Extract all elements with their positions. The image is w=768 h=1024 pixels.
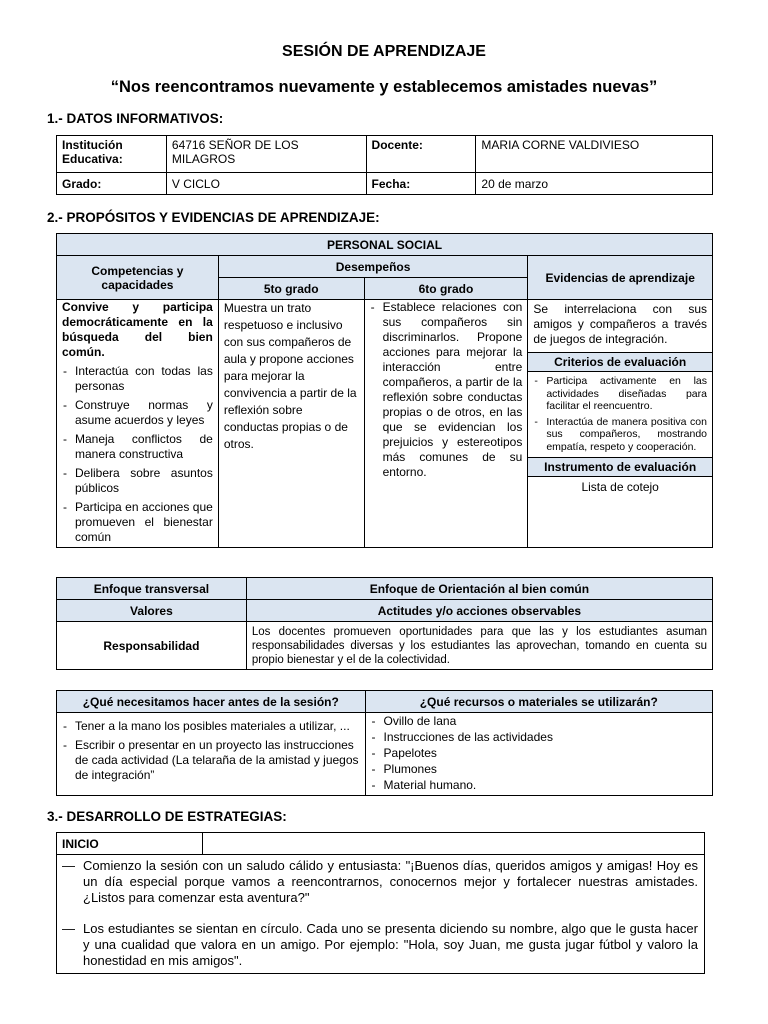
propositos-table: [56, 233, 713, 548]
list-item: - Construye normas y asume acuerdos y leyes: [62, 398, 213, 428]
list-item: - Delibera sobre asuntos públicos: [62, 466, 213, 496]
emdash-bullet: —: [62, 858, 75, 873]
list-item: - Participa en acciones que promueven el bienestar común: [62, 500, 213, 545]
desempeno-6to-text: - Establece relaciones con sus compañeros sin discriminarlos. Propone acciones para mejorar la interacción entre compañeros, a partir de la reflexión sobre conductas propias o de otros, en las que se evidencian los prejuicios y estereotipos más comunes de su entorno.: [370, 300, 523, 480]
grade-6-header: 6to grado: [364, 278, 528, 300]
competencia-text: Convive y participa democráticamente en la búsqueda del bien común.: [62, 300, 213, 359]
criterios-header: Criterios de evaluación: [528, 352, 712, 372]
actitud-cell: Los docentes promueven oportunidades para que las y los estudiantes asuman responsabilidades diversas y los estudiantes las aprovechan, tomando en cuenta su propio bienestar y el de la colectividad.: [246, 622, 712, 670]
paragraph-text: Comienzo la sesión con un saludo cálido y entusiasta: "¡Buenos días, queridos amigos y amigas! Hoy es un día especial porque vamos a reencontrarnos, conocernos mejor y fortalecer nuestras amistades. ¿Listos para comenzar esta aventura?": [83, 858, 698, 905]
document-subtitle: “Nos reencontramos nuevamente y establecemos amistades nuevas”: [110, 78, 658, 96]
enfoque-table: [56, 577, 713, 670]
competencias-cell: [57, 300, 219, 548]
area-header: PERSONAL SOCIAL: [57, 234, 713, 256]
antes-cell: [57, 713, 366, 796]
list-item: - Papelotes: [371, 745, 707, 761]
evidencias-header: Evidencias de aprendizaje: [528, 256, 713, 300]
fecha-label: Fecha:: [366, 173, 476, 195]
paragraph-text: Los estudiantes se sientan en círculo. Cada uno se presenta diciendo su nombre, algo que le gusta hacer y una cualidad que valora en un amigo. Por ejemplo: "Hola, soy Juan, me gusta jugar fútbol y valoro la honestidad en mis amigos".: [83, 921, 698, 968]
datos-informativos-table: [56, 135, 713, 195]
preparacion-table: [56, 690, 713, 796]
list-item: - Maneja conflictos de manera constructiva: [62, 432, 213, 462]
docente-value: MARIA CORNE VALDIVIESO: [476, 136, 713, 173]
competencias-header: Competencias y capacidades: [57, 256, 219, 300]
section-3-heading: 3.- DESARROLLO DE ESTRATEGIAS:: [47, 809, 287, 824]
list-item: - Material humano.: [371, 777, 707, 793]
docente-label: Docente:: [366, 136, 476, 173]
list-item: - Tener a la mano los posibles materiales a utilizar, ...: [62, 719, 360, 734]
instrumento-header: Instrumento de evaluación: [528, 457, 712, 477]
desempeno-5to-text: Muestra un trato respetuoso e inclusivo con sus compañeros de aula y propone acciones para mejorar la convivencia a partir de la reflexión sobre conductas propias o de otros.: [223, 301, 357, 451]
desempeno-5to-cell: [218, 300, 364, 548]
desarrollo-table: [56, 832, 705, 974]
enfoque-orientacion-header: Enfoque de Orientación al bien común: [246, 578, 712, 600]
document-title: SESIÓN DE APRENDIZAJE: [282, 43, 486, 60]
list-item: - Ovillo de lana: [371, 713, 707, 729]
inicio-paragraph-1: [57, 858, 698, 906]
section-2-heading: 2.- PROPÓSITOS Y EVIDENCIAS DE APRENDIZAJE:: [47, 210, 380, 225]
evidencias-cell: [528, 300, 713, 548]
list-item: - Participa activamente en las actividades diseñadas para facilitar el reencuentro.: [533, 375, 707, 413]
capacidades-list: [62, 364, 213, 545]
grado-label: Grado:: [57, 173, 167, 195]
grade-5-header: 5to grado: [218, 278, 364, 300]
valores-header: Valores: [57, 600, 247, 622]
recursos-header: ¿Qué recursos o materiales se utilizarán?: [365, 691, 712, 713]
desempenos-header: Desempeños: [218, 256, 528, 278]
inst-value: 64716 SEÑOR DE LOS MILAGROS: [166, 136, 366, 173]
inicio-label: INICIO: [57, 833, 203, 855]
actitudes-header: Actitudes y/o acciones observables: [246, 600, 712, 622]
list-item: - Interactúa con todas las personas: [62, 364, 213, 394]
criterios-list: [528, 372, 712, 457]
list-item: - Interactúa de manera positiva con sus compañeros, mostrando empatía, respeto y cooperación.: [533, 416, 707, 454]
inicio-content: [57, 855, 705, 974]
section-1-heading: 1.- DATOS INFORMATIVOS:: [47, 111, 224, 126]
instrumento-value: Lista de cotejo: [581, 480, 659, 494]
evidencia-text: Se interrelaciona con sus amigos y compañeros a través de juegos de integración.: [533, 302, 707, 346]
list-item: - Instrucciones de las actividades: [371, 729, 707, 745]
enfoque-transversal-header: Enfoque transversal: [57, 578, 247, 600]
grado-value: V CICLO: [166, 173, 366, 195]
inicio-blank-cell: [202, 833, 704, 855]
valor-cell: Responsabilidad: [57, 622, 247, 670]
inst-label: Institución Educativa:: [57, 136, 167, 173]
antes-header: ¿Qué necesitamos hacer antes de la sesión?: [57, 691, 366, 713]
list-item: - Escribir o presentar en un proyecto las instrucciones de cada actividad (La telaraña de la amistad y juegos de integración”: [62, 738, 360, 783]
list-item: - Plumones: [371, 761, 707, 777]
recursos-cell: [365, 713, 712, 796]
emdash-bullet: —: [62, 921, 75, 936]
inicio-paragraph-2: [57, 921, 698, 969]
fecha-value: 20 de marzo: [476, 173, 713, 195]
desempeno-6to-cell: [364, 300, 528, 548]
